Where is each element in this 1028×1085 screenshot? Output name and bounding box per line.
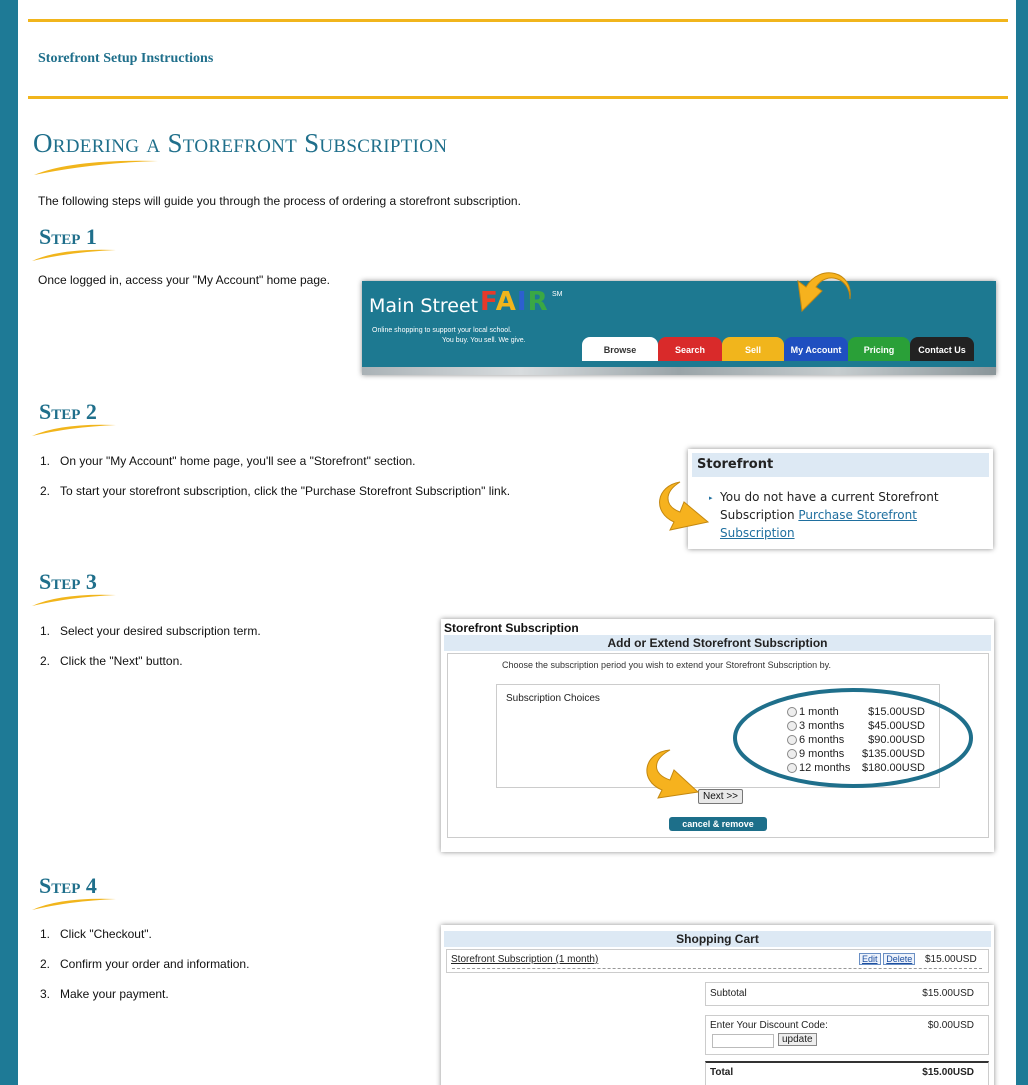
delete-button[interactable]: Delete	[883, 953, 915, 965]
subtotal-row	[705, 982, 989, 1006]
choice-9-months[interactable]: 9 months $135.00USD	[787, 747, 927, 761]
tab-my-account[interactable]: My Account	[784, 337, 848, 361]
tab-contact-us[interactable]: Contact Us	[910, 337, 974, 361]
brand-sm: SM	[552, 291, 563, 298]
discount-value: $0.00USD	[927, 1020, 974, 1031]
header-title: Storefront Setup Instructions	[38, 51, 214, 66]
step2-screenshot	[688, 449, 993, 549]
step2-list	[40, 454, 640, 514]
divider	[452, 968, 982, 969]
list-item: 1. On your "My Account" home page, you'll see a "Storefront" section.	[40, 454, 416, 468]
step2-title: Step 2	[39, 399, 97, 424]
choices-label: Subscription Choices	[506, 693, 600, 704]
storefront-heading: Storefront	[692, 453, 989, 477]
choice-3-months[interactable]: 3 months $45.00USD	[787, 719, 927, 733]
arrow-pointer-icon	[792, 267, 856, 329]
tab-browse[interactable]: Browse	[582, 337, 658, 361]
step4-title: Step 4	[39, 873, 97, 898]
cart-item-name: Storefront Subscription (1 month)	[451, 954, 599, 965]
subscription-subheading: Add or Extend Storefront Subscription	[444, 635, 991, 651]
header-rule	[28, 96, 1008, 99]
cart-item-actions	[859, 953, 915, 965]
edit-button[interactable]: Edit	[859, 953, 881, 965]
tab-sell[interactable]: Sell	[722, 337, 784, 361]
storefront-status: You do not have a current Storefront Subscription	[720, 490, 939, 522]
step3-screenshot	[441, 619, 994, 852]
brand-logo: FAIR	[480, 287, 549, 317]
brand-name: Main Street	[369, 295, 479, 317]
tagline-2: You buy. You sell. We give.	[442, 337, 526, 344]
total-row	[705, 1061, 989, 1085]
choice-12-months[interactable]: 12 months $180.00USD	[787, 761, 927, 775]
bullet-icon: ▸	[709, 495, 713, 502]
intro-text: The following steps will guide you through the process of ordering a storefront subscription.	[38, 194, 521, 208]
purchase-storefront-link[interactable]: Purchase Storefront Subscription	[720, 508, 917, 540]
list-item: 1. Click "Checkout".	[40, 927, 152, 941]
tab-pricing[interactable]: Pricing	[848, 337, 910, 361]
step4-screenshot	[441, 925, 994, 1085]
arrow-pointer-icon	[636, 746, 702, 808]
arrow-pointer-icon	[650, 478, 712, 538]
choice-1-month[interactable]: 1 month $15.00USD	[787, 705, 927, 719]
page-heading: Ordering a Storefront Subscription	[33, 128, 448, 158]
highlight-ellipse	[731, 685, 977, 791]
banner-photo-strip	[362, 367, 996, 375]
step1-screenshot	[362, 281, 996, 375]
step3-title: Step 3	[39, 569, 97, 594]
cart-item-price: $15.00USD	[925, 954, 977, 965]
list-item: 1. Select your desired subscription term.	[40, 624, 261, 638]
cancel-remove-button[interactable]: cancel & remove	[669, 817, 767, 831]
subscription-instruction: Choose the subscription period you wish to extend your Storefront Subscription by.	[502, 660, 832, 670]
site-banner	[362, 281, 996, 367]
list-item: 2. Confirm your order and information.	[40, 957, 250, 971]
step3-list	[40, 624, 420, 684]
total-label: Total	[710, 1067, 734, 1078]
list-item: 3. Make your payment.	[40, 987, 169, 1001]
subtotal-label: Subtotal	[710, 988, 747, 999]
step3-swoosh	[30, 590, 120, 608]
discount-code-input[interactable]	[712, 1034, 774, 1048]
subscription-heading: Storefront Subscription	[444, 621, 579, 635]
document-page	[18, 0, 1016, 1085]
step4-swoosh	[30, 894, 120, 912]
subtotal-value: $15.00USD	[922, 988, 974, 999]
tagline-1: Online shopping to support your local school.	[372, 327, 512, 334]
step1-text: Once logged in, access your "My Account" home page.	[38, 273, 331, 287]
discount-row	[705, 1015, 989, 1055]
step4-list	[40, 927, 420, 1017]
step2-swoosh	[30, 420, 120, 438]
step1-swoosh	[30, 245, 120, 263]
next-button[interactable]: Next >>	[698, 789, 743, 804]
tab-search[interactable]: Search	[658, 337, 722, 361]
step1-title: Step 1	[39, 224, 97, 249]
list-item: 2. To start your storefront subscription, click the "Purchase Storefront Subscription" link.	[40, 484, 511, 498]
heading-swoosh	[32, 155, 162, 177]
total-value: $15.00USD	[922, 1067, 974, 1078]
top-rule	[28, 19, 1008, 22]
update-button[interactable]: update	[778, 1033, 817, 1046]
storefront-message	[720, 488, 960, 542]
discount-label: Enter Your Discount Code:	[710, 1020, 828, 1031]
cart-heading: Shopping Cart	[444, 931, 991, 947]
list-item: 2. Click the "Next" button.	[40, 654, 183, 668]
choice-6-months[interactable]: 6 months $90.00USD	[787, 733, 927, 747]
cart-item-row	[446, 949, 989, 973]
